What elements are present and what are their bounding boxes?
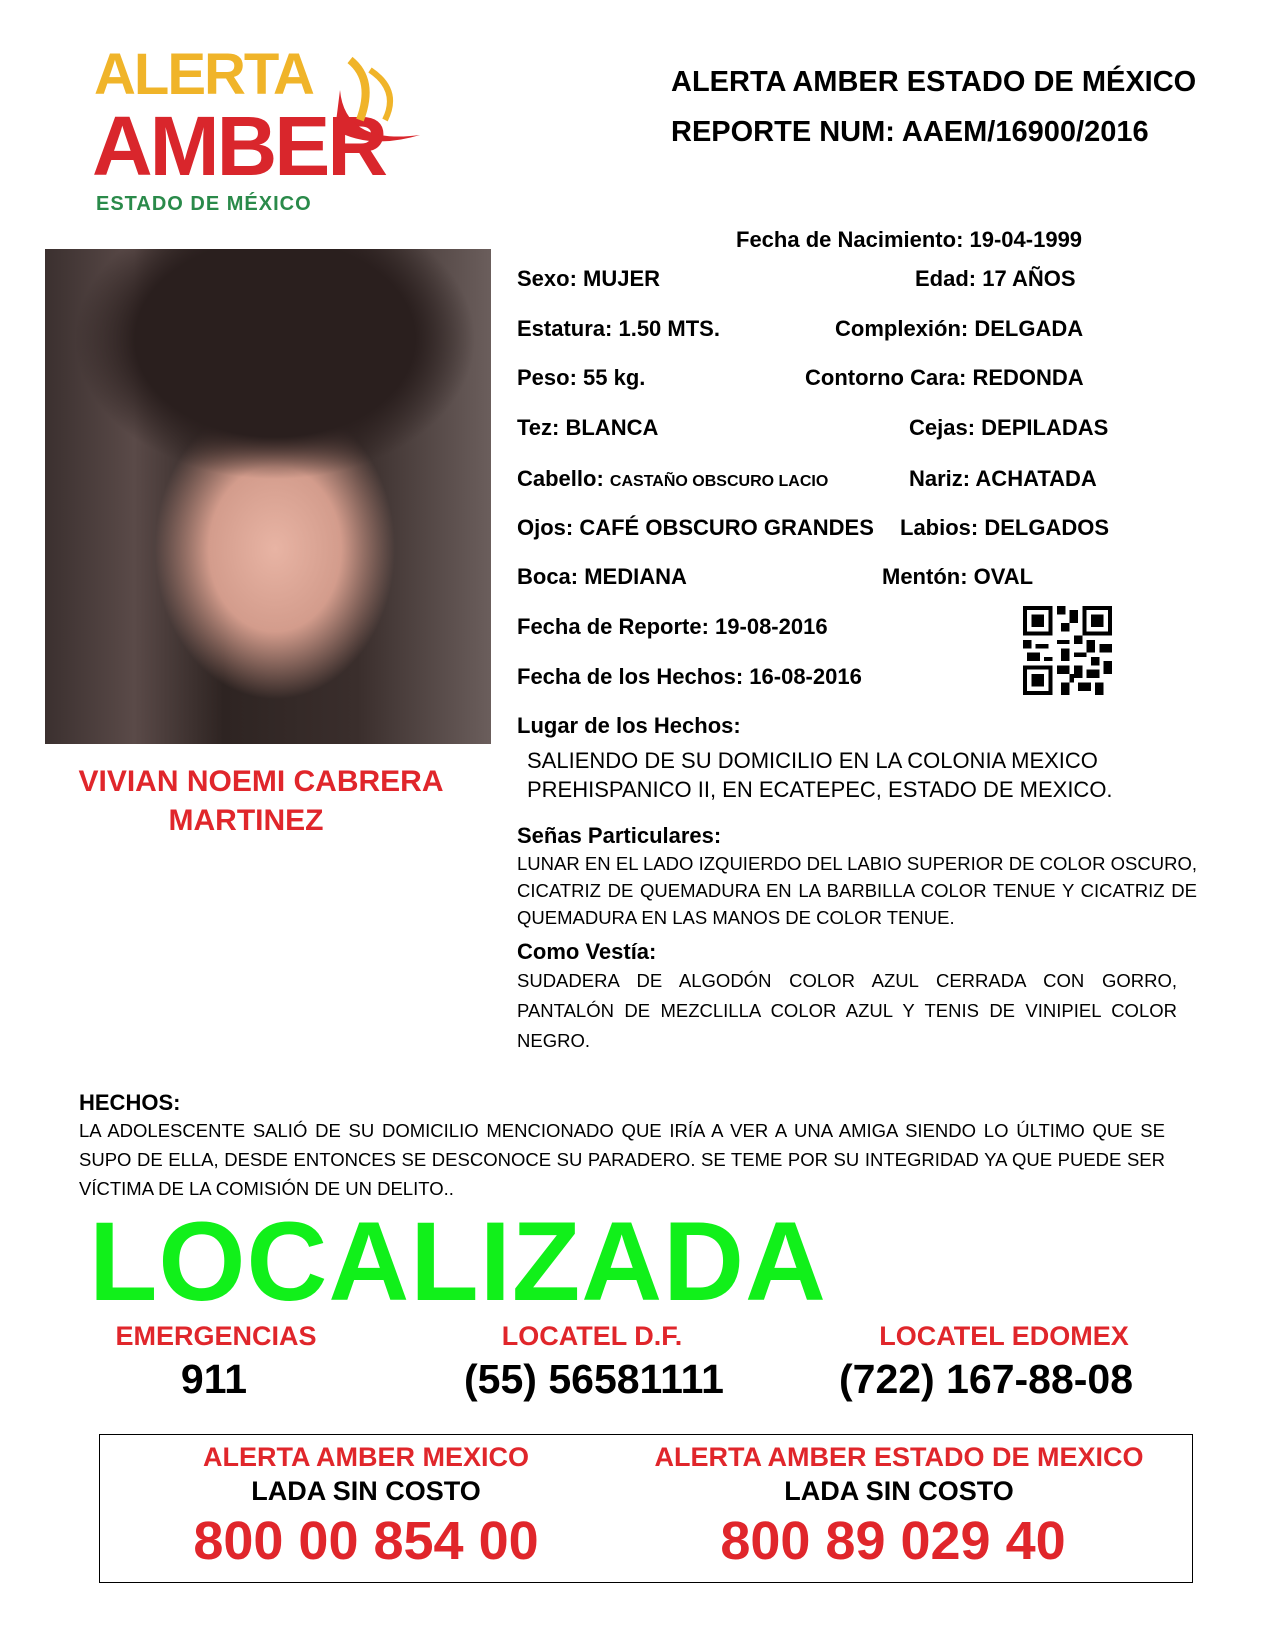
vestia-text: SUDADERA DE ALGODÓN COLOR AZUL CERRADA CON GORRO, PANTALÓN DE MEZCLILLA COLOR AZUL Y TENIS DE VINIPIEL COLOR NEGRO. xyxy=(517,970,1177,1051)
contact-emergencias-number[interactable]: 911 xyxy=(180,1356,248,1402)
tollfree-mexico-sub: LADA SIN COSTO xyxy=(251,1476,481,1506)
contact-locatel-edomex-label: LOCATEL EDOMEX xyxy=(879,1321,1129,1351)
field-cabello xyxy=(517,466,828,492)
tollfree-edomex-title: ALERTA AMBER ESTADO DE MEXICO xyxy=(654,1442,1144,1472)
tollfree-mexico-title: ALERTA AMBER MEXICO xyxy=(203,1442,529,1472)
horn-signal-icon xyxy=(330,50,430,160)
field-birthdate: Fecha de Nacimiento: 19-04-1999 xyxy=(736,227,1083,252)
logo-text-estado: ESTADO DE MÉXICO xyxy=(96,193,312,215)
hechos-text: LA ADOLESCENTE SALIÓ DE SU DOMICILIO MENCIONADO QUE IRÍA A VER A UNA AMIGA SIENDO LO ÚLTIMO QUE SE SUPO DE ELLA, DESDE ENTONCES SE DESCONOCE SU PARADERO. SE TEME POR SU INTEGRIDAD YA QUE PUEDE SER VÍCTIMA DE LA COMISIÓN DE UN DELITO.. xyxy=(79,1120,1165,1199)
cabello-label: Cabello: xyxy=(517,466,604,491)
missing-person-photo xyxy=(45,249,491,744)
header-title: ALERTA AMBER ESTADO DE MÉXICO xyxy=(671,66,1197,98)
person-name-line2: MARTINEZ xyxy=(168,804,324,837)
report-number: REPORTE NUM: AAEM/16900/2016 xyxy=(671,116,1149,148)
senas-label: Señas Particulares: xyxy=(517,823,722,848)
contact-locatel-edomex-number[interactable]: (722) 167-88-08 xyxy=(838,1356,1134,1402)
field-estatura: Estatura: 1.50 MTS. xyxy=(517,316,720,341)
contact-locatel-df-number[interactable]: (55) 56581111 xyxy=(464,1356,724,1402)
vestia-label: Como Vestía: xyxy=(517,939,657,964)
field-cejas: Cejas: DEPILADAS xyxy=(909,415,1109,440)
hechos-label: HECHOS: xyxy=(79,1090,181,1115)
lugar-line2: PREHISPANICO II, EN ECATEPEC, ESTADO DE MEXICO. xyxy=(527,777,1113,802)
logo-text-amber: AMBER xyxy=(92,99,385,193)
status-localizada-stamp: LOCALIZADA xyxy=(89,1199,827,1324)
lugar-label: Lugar de los Hechos: xyxy=(517,713,741,738)
field-peso: Peso: 55 kg. xyxy=(517,365,646,390)
tollfree-edomex-sub: LADA SIN COSTO xyxy=(784,1476,1014,1506)
tollfree-mexico-number[interactable]: 800 00 854 00 xyxy=(193,1511,539,1571)
field-fecha-hechos: Fecha de los Hechos: 16-08-2016 xyxy=(517,664,862,689)
field-sexo: Sexo: MUJER xyxy=(517,266,661,291)
field-nariz: Nariz: ACHATADA xyxy=(909,466,1097,491)
cabello-value: CASTAÑO OBSCURO LACIO xyxy=(609,473,829,490)
field-fecha-reporte: Fecha de Reporte: 19-08-2016 xyxy=(517,614,828,639)
tollfree-edomex-number[interactable]: 800 89 029 40 xyxy=(720,1511,1066,1571)
senas-text: LUNAR EN EL LADO IZQUIERDO DEL LABIO SUPERIOR DE COLOR OSCURO, CICATRIZ DE QUEMADURA EN LA BARBILLA COLOR TENUE Y CICATRIZ DE QUEMADURA EN LAS MANOS DE COLOR TENUE. xyxy=(517,853,1197,928)
contact-locatel-df-label: LOCATEL D.F. xyxy=(501,1321,683,1351)
field-contorno: Contorno Cara: REDONDA xyxy=(805,365,1084,390)
field-menton: Mentón: OVAL xyxy=(882,564,1034,589)
field-boca: Boca: MEDIANA xyxy=(517,564,687,589)
field-ojos: Ojos: CAFÉ OBSCURO GRANDES xyxy=(517,515,874,540)
person-name-line1: VIVIAN NOEMI CABRERA xyxy=(78,765,444,798)
lugar-line1: SALIENDO DE SU DOMICILIO EN LA COLONIA MEXICO xyxy=(527,748,1098,773)
qr-code-icon[interactable] xyxy=(1022,606,1113,695)
logo-text-alerta: ALERTA xyxy=(94,42,313,107)
field-complexion: Complexión: DELGADA xyxy=(835,316,1084,341)
field-edad: Edad: 17 AÑOS xyxy=(915,266,1076,291)
field-tez: Tez: BLANCA xyxy=(517,415,659,440)
contact-emergencias-label: EMERGENCIAS xyxy=(115,1321,317,1351)
field-labios: Labios: DELGADOS xyxy=(900,515,1110,540)
